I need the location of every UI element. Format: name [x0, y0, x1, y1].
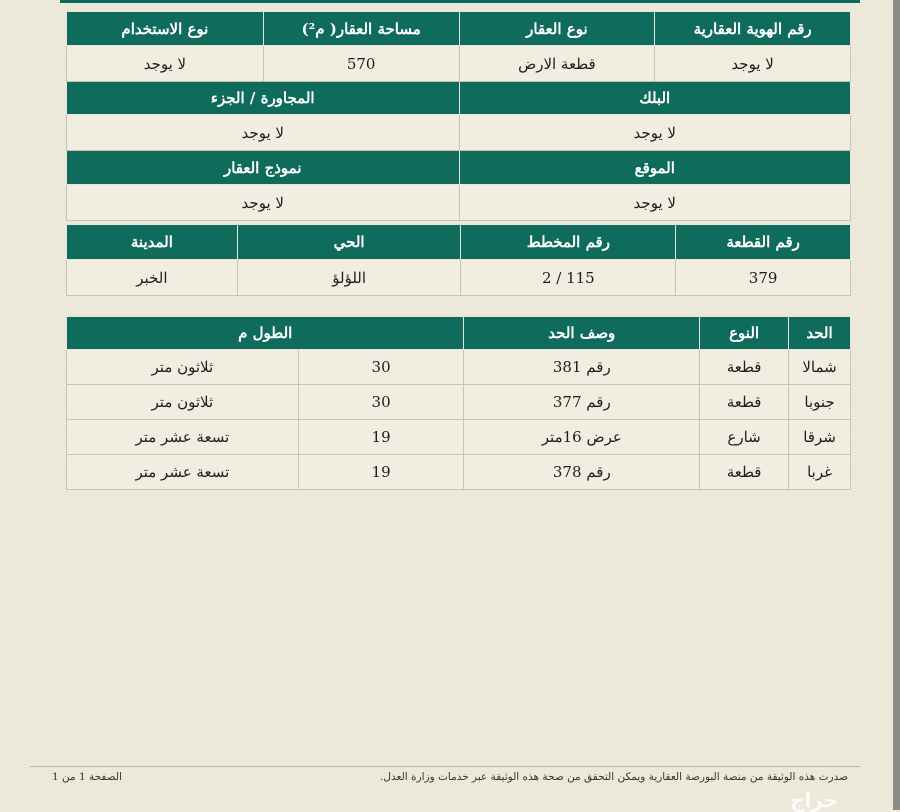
- boundary-length-text: ثلاثون متر: [67, 385, 299, 420]
- plot-info-table: [66, 224, 851, 296]
- table-row: [67, 455, 851, 490]
- boundary-side: جنوبا: [789, 385, 851, 420]
- page-number: الصفحة 1 من 1: [52, 771, 122, 783]
- boundary-description: عرض 16متر: [464, 420, 700, 455]
- boundary-type: قطعة: [700, 385, 789, 420]
- table-row: [67, 350, 851, 385]
- boundary-side: غربا: [789, 455, 851, 490]
- watermark-logo: حراج: [790, 788, 839, 812]
- header-property-id: رقم الهوية العقارية: [655, 12, 851, 46]
- header-location: الموقع: [459, 151, 850, 185]
- boundary-length-text: ثلاثون متر: [67, 350, 299, 385]
- value-property-model: لا يوجد: [67, 185, 460, 221]
- boundary-length-text: تسعة عشر متر: [67, 455, 299, 490]
- footer-divider: [30, 766, 860, 767]
- value-plot-number: 379: [676, 260, 851, 296]
- table-row: [67, 385, 851, 420]
- boundary-length: 19: [298, 455, 464, 490]
- boundary-description: رقم 377: [464, 385, 700, 420]
- boundary-description: رقم 381: [464, 350, 700, 385]
- boundary-description: رقم 378: [464, 455, 700, 490]
- boundary-type: شارع: [700, 420, 789, 455]
- value-property-type: قطعة الارض: [459, 46, 655, 82]
- header-property-model: نموذج العقار: [67, 151, 460, 185]
- value-neighborhood-part: لا يوجد: [67, 115, 460, 151]
- boundary-type: قطعة: [700, 350, 789, 385]
- value-property-id: لا يوجد: [655, 46, 851, 82]
- header-district: الحي: [237, 225, 461, 260]
- header-neighborhood-part: المجاورة / الجزء: [67, 82, 460, 115]
- table-row: [67, 420, 851, 455]
- value-usage-type: لا يوجد: [67, 46, 264, 82]
- boundary-side: شمالا: [789, 350, 851, 385]
- page-edge: [893, 0, 900, 810]
- value-property-area: 570: [263, 46, 459, 82]
- boundary-length: 30: [298, 350, 464, 385]
- value-location: لا يوجد: [459, 185, 850, 221]
- footer-note: صدرت هذه الوثيقة من منصة البورصة العقارية ويمكن التحقق من صحة هذه الوثيقة عبر خدمات وزارة العدل.: [380, 771, 848, 783]
- boundary-length: 19: [298, 420, 464, 455]
- header-plot-number: رقم القطعة: [676, 225, 851, 260]
- header-property-area: مساحة العقار( م²): [263, 12, 459, 46]
- boundary-length-text: تسعة عشر متر: [67, 420, 299, 455]
- header-type: النوع: [700, 317, 789, 350]
- header-usage-type: نوع الاستخدام: [67, 12, 264, 46]
- header-boundary: الحد: [789, 317, 851, 350]
- boundary-side: شرقا: [789, 420, 851, 455]
- top-divider: [60, 0, 860, 3]
- header-length: الطول م: [67, 317, 464, 350]
- header-description: وصف الحد: [464, 317, 700, 350]
- value-block: لا يوجد: [459, 115, 850, 151]
- header-property-type: نوع العقار: [459, 12, 655, 46]
- property-info-table: [66, 11, 851, 221]
- boundary-type: قطعة: [700, 455, 789, 490]
- header-block: البلك: [459, 82, 850, 115]
- header-plan-number: رقم المخطط: [461, 225, 676, 260]
- value-plan-number: 115 / 2: [461, 260, 676, 296]
- value-city: الخبر: [67, 260, 238, 296]
- value-district: اللؤلؤ: [237, 260, 461, 296]
- header-city: المدينة: [67, 225, 238, 260]
- boundaries-table: [66, 316, 851, 490]
- boundary-length: 30: [298, 385, 464, 420]
